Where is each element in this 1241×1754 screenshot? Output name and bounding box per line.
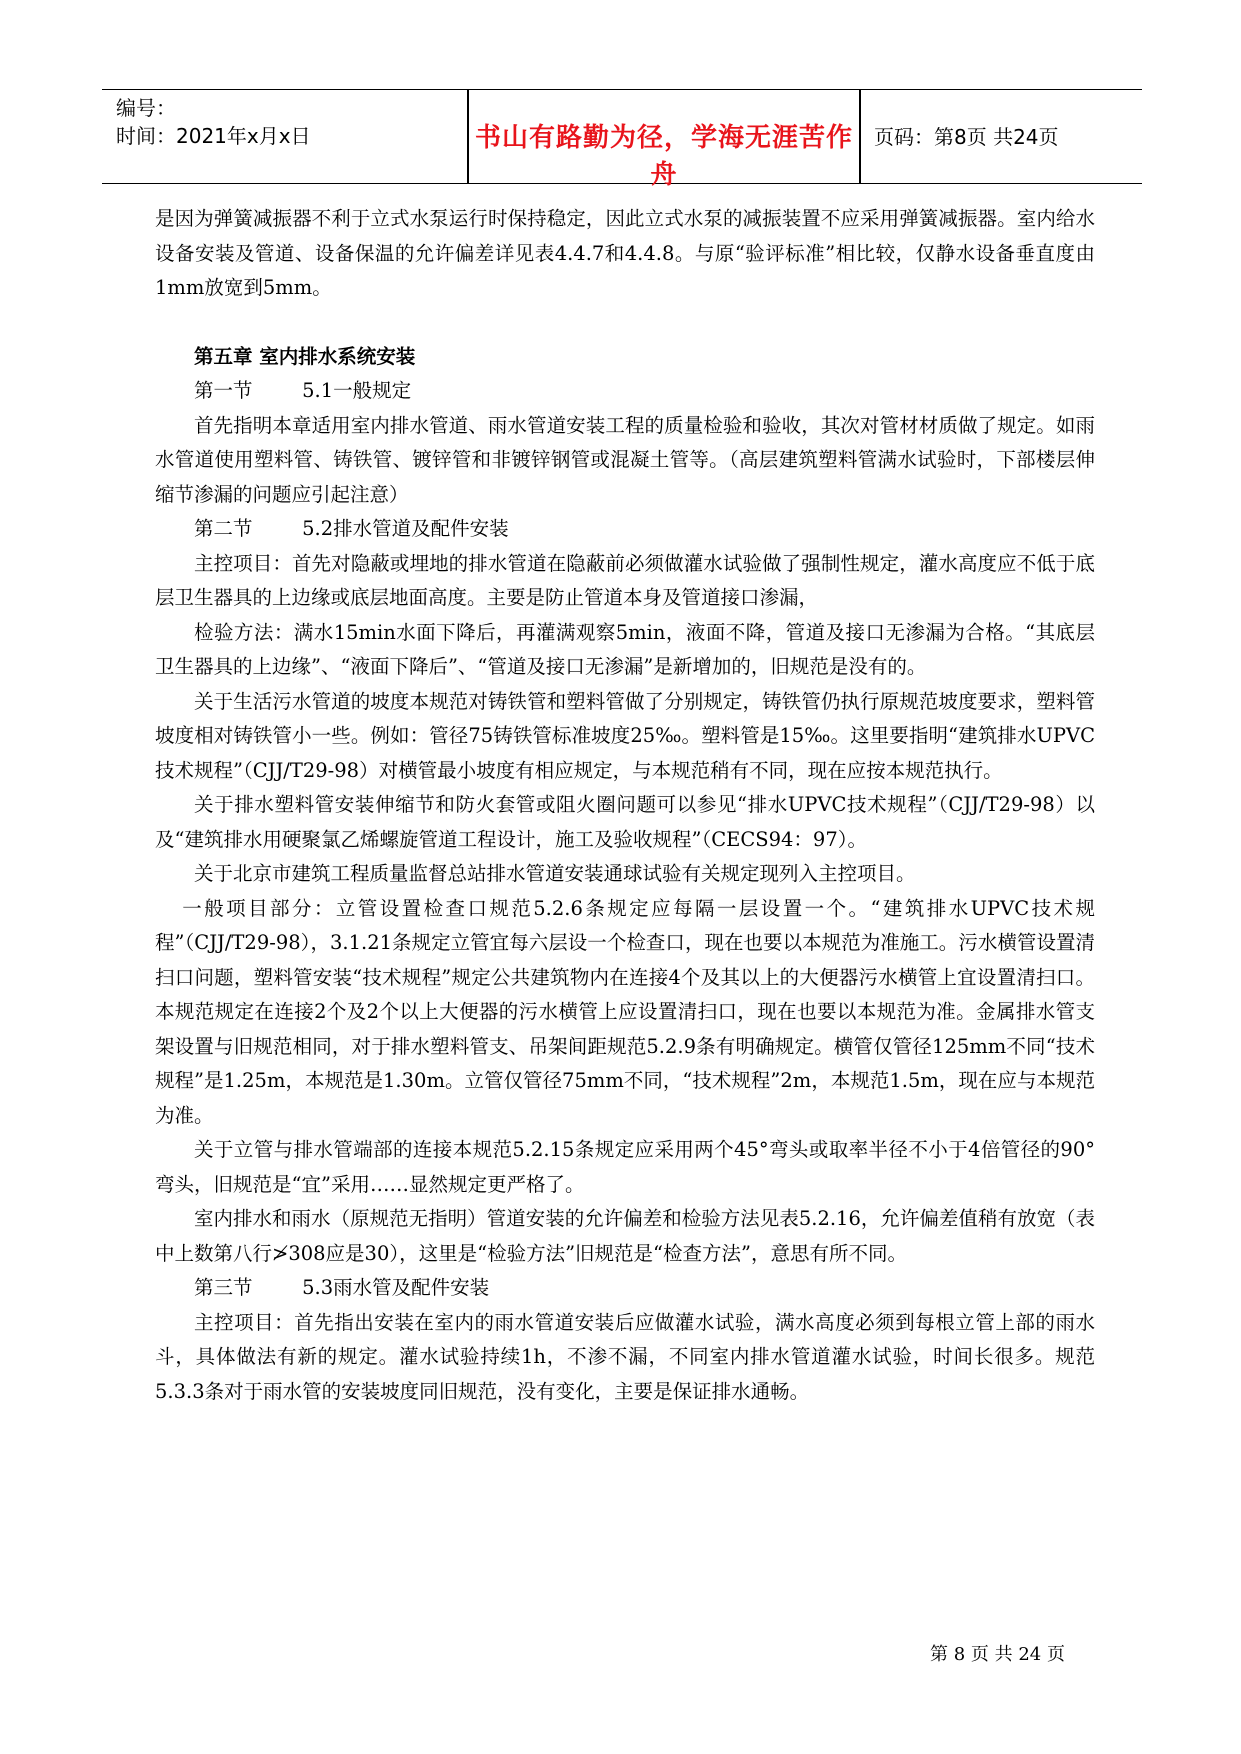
paragraph: 关于排水塑料管安装伸缩节和防火套管或阻火圈问题可以参见“排水UPVC技术规程”（CJJ/T29-98）以及“建筑排水用硬聚氯乙烯螺旋管道工程设计，施工及验收规程”（CECS94：97）。 (155, 793, 1095, 851)
header-motto: 书山有路勤为径，学海无涯苦作舟 (474, 123, 853, 190)
header-page-label: 页码：第8页 共24页 (874, 125, 1059, 149)
page-header (102, 89, 1142, 190)
time-label: 时间：2021年x月x日 (116, 124, 311, 148)
paragraph: 室内排水和雨水（原规范无指明）管道安装的允许偏差和检验方法见表5.2.16，允许偏差值稍有放宽（表中上数第八行≯308应是30），这里是“检验方法”旧规范是“检查方法”，意思有所不同。 (155, 1207, 1095, 1265)
document-body (155, 202, 1095, 1409)
section-heading: 第三节 5.3雨水管及配件安装 (194, 1276, 490, 1299)
number-label: 编号： (116, 96, 176, 120)
header-divider (859, 90, 861, 183)
paragraph: 主控项目：首先对隐蔽或埋地的排水管道在隐蔽前必须做灌水试验做了强制性规定，灌水高度应不低于底层卫生器具的上边缘或底层地面高度。主要是防止管道本身及管道接口渗漏， (155, 551, 1095, 609)
paragraph: 关于立管与排水管端部的连接本规范5.2.15条规定应采用两个45°弯头或取率半径不小于4倍管径的90°弯头，旧规范是“宜”采用……显然规定更严格了。 (155, 1138, 1095, 1196)
section-heading: 第二节 5.2排水管道及配件安装 (194, 517, 509, 540)
paragraph: 首先指明本章适用室内排水管道、雨水管道安装工程的质量检验和验收，其次对管材材质做了规定。如雨水管道使用塑料管、铸铁管、镀锌管和非镀锌钢管或混凝土管等。（高层建筑塑料管满水试验时，下部楼层伸缩节渗漏的问题应引起注意） (155, 413, 1095, 506)
header-meta (116, 94, 466, 150)
paragraph: 一般项目部分：立管设置检查口规范5.2.6条规定应每隔一层设置一个。“建筑排水UPVC技术规程”（CJJ/T29-98），3.1.21条规定立管宜每六层设一个检查口，现在也要以本规范为准施工。污水横管设置清扫口问题，塑料管安装“技术规程”规定公共建筑物内在连接4个及其以上的大便器污水横管上宜设置清扫口。本规范规定在连接2个及2个以上大便器的污水横管上应设置清扫口，现在也要以本规范为准。金属排水管支架设置与旧规范相同，对于排水塑料管支、吊架间距规范5.2.9条有明确规定。横管仅管径125mm不同“技术规程”是1.25m，本规范是1.30m。立管仅管径75mm不同，“技术规程”2m，本规范1.5m，现在应与本规范为准。 (155, 896, 1095, 1127)
page-footer: 第 8 页 共 24 页 (930, 1644, 1065, 1665)
paragraph: 关于生活污水管道的坡度本规范对铸铁管和塑料管做了分别规定，铸铁管仍执行原规范坡度要求，塑料管坡度相对铸铁管小一些。例如：管径75铸铁管标准坡度25‰。塑料管是15‰。这里要指明“建筑排水UPVC技术规程”（CJJ/T29-98）对横管最小坡度有相应规定，与本规范稍有不同，现在应按本规范执行。 (155, 689, 1095, 782)
chapter-heading: 第五章 室内排水系统安装 (194, 344, 416, 368)
paragraph: 关于北京市建筑工程质量监督总站排水管道安装通球试验有关规定现列入主控项目。 (194, 862, 916, 885)
section-heading: 第一节 5.1一般规定 (194, 379, 412, 402)
paragraph: 是因为弹簧减振器不利于立式水泵运行时保持稳定，因此立式水泵的减振装置不应采用弹簧减振器。室内给水设备安装及管道、设备保温的允许偏差详见表4.4.7和4.4.8。与原“验评标准”相比较，仅静水设备垂直度由1mm放宽到5mm。 (155, 207, 1095, 299)
paragraph: 检验方法：满水15min水面下降后，再灌满观察5min，液面不降，管道及接口无渗漏为合格。“其底层卫生器具的上边缘”、“液面下降后”、“管道及接口无渗漏”是新增加的，旧规范是没有的。 (155, 620, 1095, 678)
paragraph: 主控项目：首先指出安装在室内的雨水管道安装后应做灌水试验，满水高度必须到每根立管上部的雨水斗，具体做法有新的规定。灌水试验持续1h，不渗不漏，不同室内排水管道灌水试验，时间长很多。规范5.3.3条对于雨水管的安装坡度同旧规范，没有变化，主要是保证排水通畅。 (155, 1310, 1095, 1403)
